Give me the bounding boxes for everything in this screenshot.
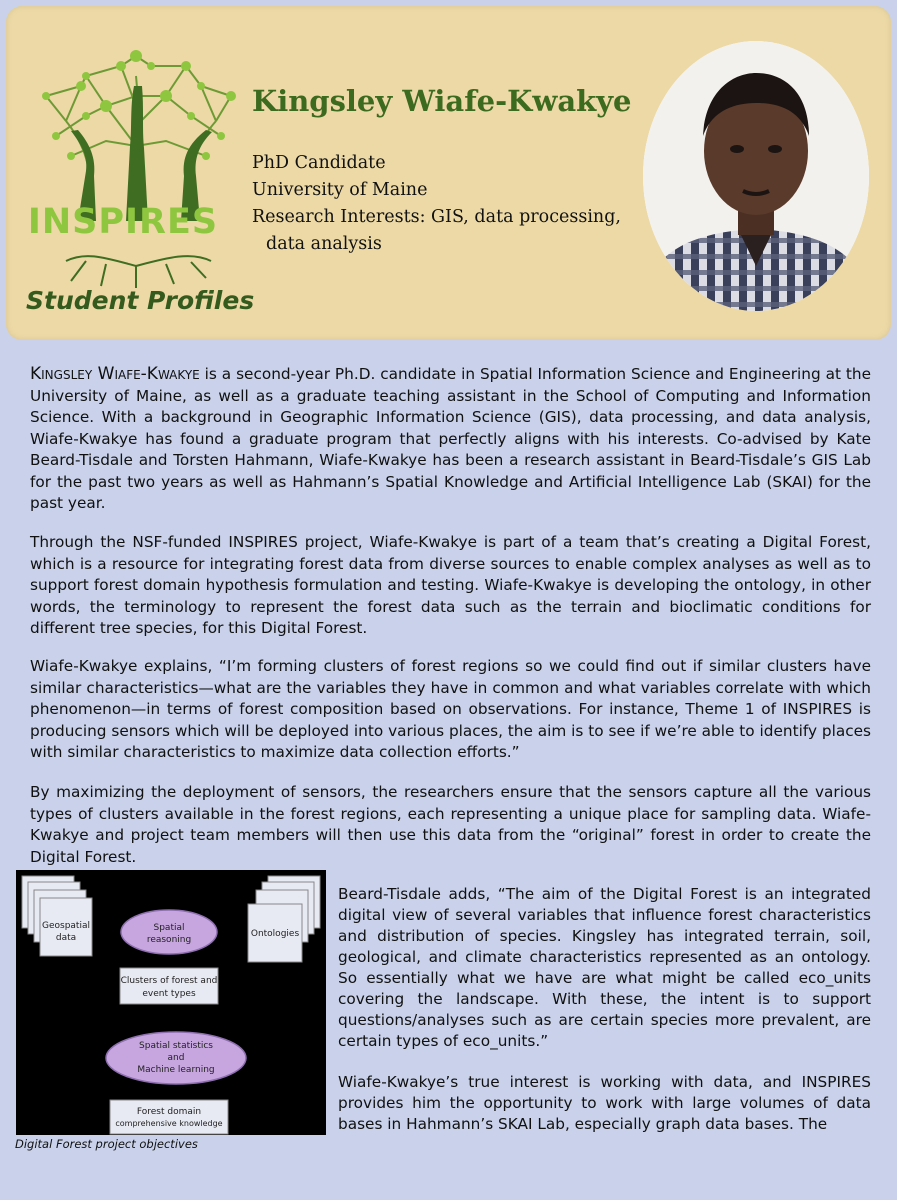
diagram-caption: Digital Forest project objectives	[15, 1137, 198, 1151]
label-reasoning-2: reasoning	[146, 935, 192, 945]
label-knowledge-2: comprehensive knowledge	[115, 1119, 223, 1128]
student-profiles-label: Student Profiles	[26, 286, 255, 315]
label-stats-2: and	[167, 1053, 185, 1063]
label-stats-3: Machine learning	[137, 1065, 215, 1075]
intro-text: is a second-year Ph.D. candidate in Spatial Information Science and Engineering at the University of Maine, as well as a graduate teaching assistant in the School of Computing and Information Science. With a background in Geographic Information Science (GIS), data processing, and data analysis, Wiafe-Kwakye has found a graduate program that perfectly aligns with his interests. Co-advised by Kate Beard-Tisdale and Torsten Hahmann, Wiafe-Kwakye has been a research assistant in Beard-Tisdale’s GIS Lab for the past two years as well as Hahmann’s Spatial Knowledge and Artificial Intelligence Lab (SKAI) for the past year.	[30, 365, 871, 512]
paragraph-quote: Wiafe-Kwakye explains, “I’m forming clusters of forest regions so we could find out if similar clusters have similar characteristics—what are the variables they have in common and what variables correlate with which phenomenon—in terms of forest composition based on observations. For instance, Theme 1 of INSPIRES is producing sensors which will be deployed into various places, the aim is to see if we’re able to identify places with similar characteristics to maximize data collection efforts.”	[30, 657, 871, 761]
knowledge-box	[110, 1100, 228, 1134]
logo-wordmark: INSPIRES	[27, 202, 219, 242]
info-line-degree: PhD Candidate	[252, 153, 386, 173]
paragraph-project: Through the NSF-funded INSPIRES project, Wiafe-Kwakye is part of a team that’s creating a Digital Forest, which is a resource for integrating forest data from diverse sources to enable complex analyses as well as to support forest domain hypothesis formulation and testing. Wiafe-Kwakye is developing the ontology, in other words, the terminology to represent the forest data such as the terrain and bioclimatic conditions for different tree species, for this Digital Forest.	[30, 533, 871, 637]
student-info	[252, 150, 621, 258]
label-reasoning-1: Spatial	[153, 923, 185, 933]
label-clusters-2: event types	[142, 989, 196, 999]
student-photo	[643, 41, 869, 311]
info-line-interests-cont: data analysis	[266, 234, 382, 254]
label-stats-1: Spatial statistics	[139, 1041, 213, 1051]
header-banner	[6, 6, 891, 340]
info-line-university: University of Maine	[252, 180, 428, 200]
paragraph-beard-tisdale: Beard-Tisdale adds, “The aim of the Digital Forest is an integrated digital view of several variables that influence forest characteristics and distribution of species. Kingsley has integrated terrain, soil, geological, and climate characteristics represented as an ontology. So essentially what we have are what might be called eco_units covering the landscape. With these, the intent is to support questions/analyses such as are certain species more prevalent, are certain types of eco_units.”	[338, 885, 871, 1050]
intro-name: Kingsley Wiafe-Kwakye	[30, 364, 200, 384]
label-ontologies: Ontologies	[250, 929, 300, 939]
info-line-interests: Research Interests: GIS, data processing,	[252, 207, 621, 227]
label-geospatial-2: data	[55, 933, 77, 943]
label-geospatial-1: Geospatial	[42, 921, 90, 931]
label-knowledge-1: Forest domain	[136, 1107, 202, 1117]
paragraph-intro	[30, 364, 871, 515]
digital-forest-diagram	[16, 870, 326, 1135]
student-name: Kingsley Wiafe-Kwakye	[252, 84, 632, 118]
paragraph-sensors: By maximizing the deployment of sensors, the researchers ensure that the sensors capture all the various types of clusters available in the forest regions, each representing a unique place for sampling data. Wiafe-Kwakye and project team members will then use this data from the “original” forest in order to create the Digital Forest.	[30, 783, 871, 866]
label-clusters-1: Clusters of forest and	[120, 976, 218, 986]
paragraph-data-interest: Wiafe-Kwakye’s true interest is working with data, and INSPIRES provides him the opportunity to work with large volumes of data bases in Hahmann’s SKAI Lab, especially graph data bases. The	[338, 1073, 871, 1133]
inspires-tree-logo	[26, 26, 251, 291]
